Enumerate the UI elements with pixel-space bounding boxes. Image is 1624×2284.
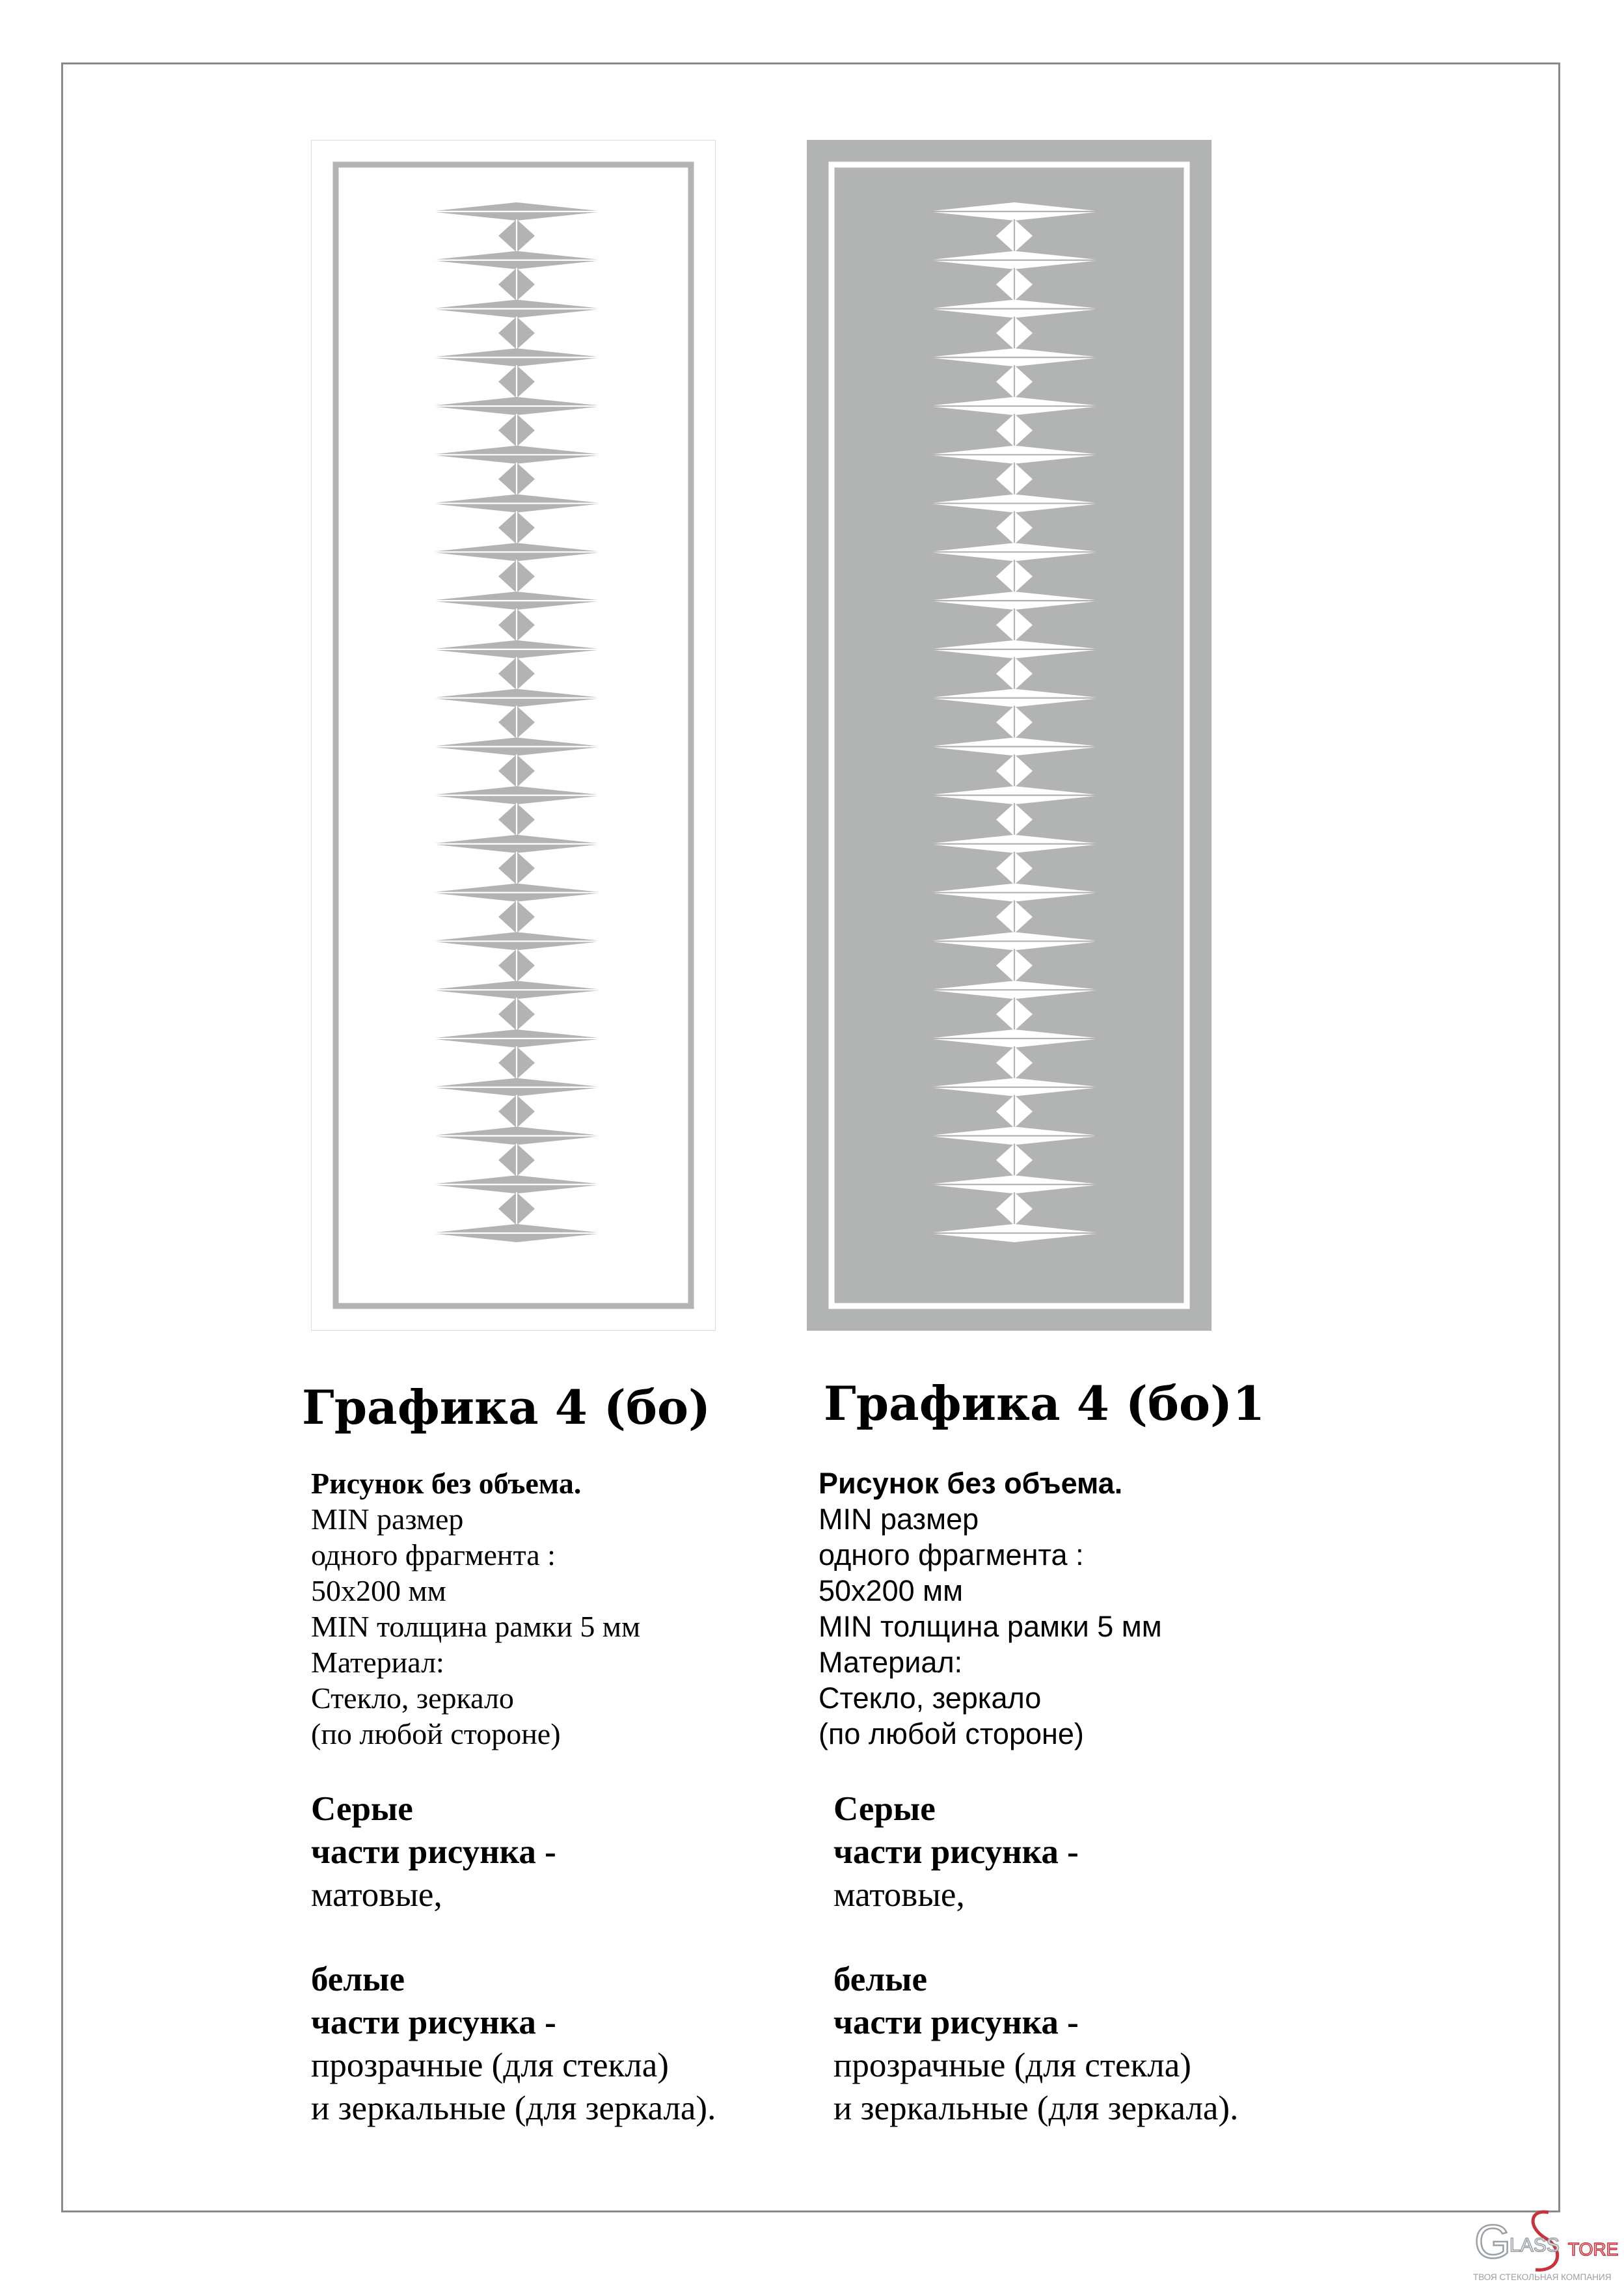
logo-tagline: ТВОЯ СТЕКОЛЬНАЯ КОМПАНИЯ xyxy=(1473,2272,1612,2282)
spec-line: 50х200 мм xyxy=(819,1574,964,1607)
spec-line: (по любой стороне) xyxy=(819,1717,1084,1750)
legend-gray-value: матовые, xyxy=(833,1876,965,1914)
variant-2-title: Графика 4 (бо)1 xyxy=(824,1376,1265,1431)
panel-gray-variant xyxy=(807,140,1211,1331)
spec-line: Материал: xyxy=(819,1646,963,1679)
legend-gray-title: Серые xyxy=(833,1790,936,1828)
logo-g-letter: G xyxy=(1474,2216,1511,2268)
spec-line: одного фрагмента : xyxy=(311,1538,556,1571)
spec-line: (по любой стороне) xyxy=(311,1717,561,1750)
glass-store-logo xyxy=(1470,2207,1624,2284)
legend-gray-title: Серые xyxy=(311,1790,413,1828)
spec-line: MIN толщина рамки 5 мм xyxy=(819,1610,1162,1643)
spec-line: 50х200 мм xyxy=(311,1574,446,1607)
logo-lass-letters: LASS xyxy=(1509,2235,1560,2256)
panel-white-variant xyxy=(311,140,716,1331)
legend-white-value: и зеркальные (для зеркала). xyxy=(833,2089,1239,2127)
variant-2-legend xyxy=(833,1788,1238,2130)
spec-line: одного фрагмента : xyxy=(819,1538,1084,1571)
spec-heading: Рисунок без объема. xyxy=(819,1467,1123,1500)
legend-white-value: прозрачные (для стекла) xyxy=(833,2046,1191,2084)
legend-gray-subtitle: части рисунка - xyxy=(833,1833,1079,1871)
legend-white-value: и зеркальные (для зеркала). xyxy=(311,2089,716,2127)
spec-line: MIN толщина рамки 5 мм xyxy=(311,1610,641,1643)
spec-line: MIN размер xyxy=(311,1502,464,1536)
legend-white-value: прозрачные (для стекла) xyxy=(311,2046,669,2084)
legend-white-subtitle: части рисунка - xyxy=(311,2004,556,2041)
legend-white-title: белые xyxy=(833,1961,927,1998)
spec-line: Материал: xyxy=(311,1646,444,1679)
spec-line: MIN размер xyxy=(819,1502,979,1536)
spec-line: Стекло, зеркало xyxy=(311,1681,514,1715)
variant-1-spec xyxy=(311,1465,640,1752)
spec-heading: Рисунок без объема. xyxy=(311,1467,582,1500)
variant-1-title: Графика 4 (бо) xyxy=(302,1380,711,1435)
variant-2-spec xyxy=(819,1465,1162,1752)
logo-tore-letters: TORE xyxy=(1568,2239,1619,2259)
variant-1-legend xyxy=(311,1788,716,2130)
legend-gray-value: матовые, xyxy=(311,1876,442,1914)
legend-white-subtitle: части рисунка - xyxy=(833,2004,1079,2041)
spec-line: Стекло, зеркало xyxy=(819,1681,1042,1715)
legend-gray-subtitle: части рисунка - xyxy=(311,1833,556,1871)
legend-white-title: белые xyxy=(311,1961,405,1998)
